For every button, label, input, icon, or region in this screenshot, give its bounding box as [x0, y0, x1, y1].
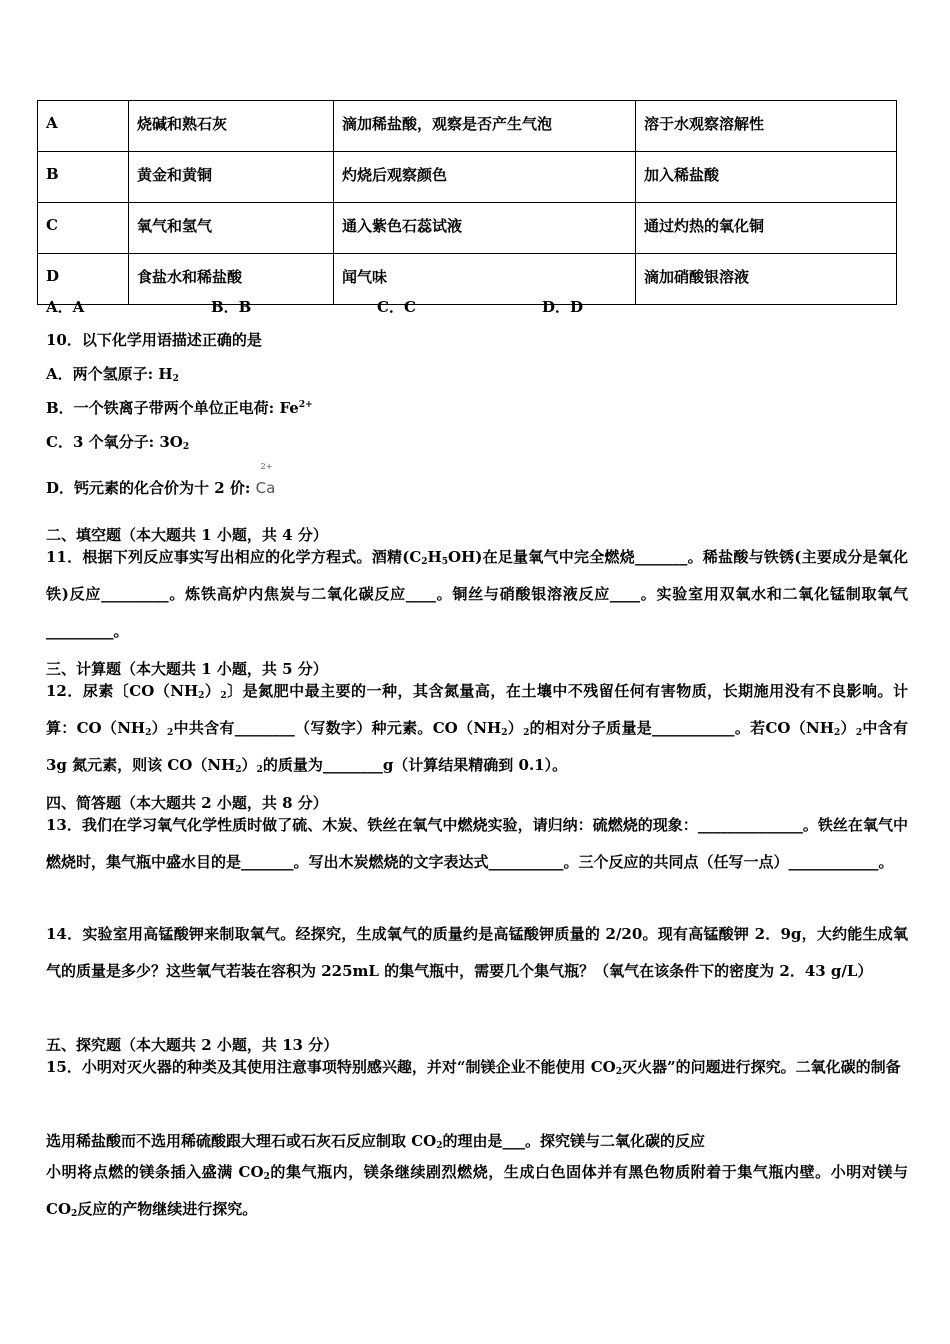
row-method-1: 灼烧后观察颜色 — [334, 152, 636, 203]
q10-option-a — [46, 363, 179, 384]
row-label: C — [38, 203, 129, 254]
row-method-2: 加入稀盐酸 — [636, 152, 897, 203]
subscript: 2 — [172, 374, 179, 384]
q12-part: ） — [840, 719, 856, 737]
q15-part: 小明将点燃的镁条插入盛满 CO — [46, 1163, 264, 1181]
q12-part: 中共含有________（写数字）种元素。CO（NH — [173, 719, 502, 737]
row-items: 烧碱和熟石灰 — [129, 101, 334, 152]
valence-notation — [255, 462, 276, 497]
q10-option-c-text: C．3 个氧分子: 3O — [46, 433, 183, 451]
subscript: 2 — [421, 557, 428, 567]
q12-part: 12．尿素〔CO（NH — [46, 682, 199, 700]
subscript: 2 — [833, 728, 841, 738]
q12-part: ） — [204, 682, 221, 700]
subscript: 2 — [235, 765, 242, 775]
row-label: B — [38, 152, 129, 203]
question-15 — [46, 1049, 908, 1086]
table-row — [38, 152, 897, 203]
q12-part: 〕是氮肥中最主要的一种，其含氮量高，在土壤中不残留任何有害物质，长期施用没有不良影响。计算：CO（NH — [46, 682, 908, 737]
q12-part: ） — [241, 756, 257, 774]
q15-line-2 — [46, 1130, 705, 1151]
q10-option-b-text: B．一个铁离子带两个单位正电荷: Fe — [46, 399, 299, 417]
row-items: 食盐水和稀盐酸 — [129, 254, 334, 305]
options-table — [37, 100, 897, 305]
element-symbol: Ca — [255, 479, 276, 497]
subscript: 2 — [256, 765, 263, 775]
q10-option-b — [46, 397, 313, 418]
q10-stem: 10．以下化学用语描述正确的是 — [46, 331, 262, 349]
subscript: 2 — [166, 728, 174, 738]
row-items: 氧气和氢气 — [129, 203, 334, 254]
q15-line-3 — [46, 1154, 908, 1228]
choice-c: C．C — [377, 298, 416, 316]
q15-part: 反应的产物继续进行探究。 — [77, 1200, 258, 1218]
table-row — [38, 254, 897, 305]
row-method-1: 通入紫色石蕊试液 — [334, 203, 636, 254]
section-heading-4: 四、简答题（本大题共 2 小题，共 8 分） — [46, 794, 328, 812]
q12-part: ） — [151, 719, 167, 737]
q10-option-d — [46, 462, 276, 498]
q15-part: 的理由是___。探究镁与二氧化碳的反应 — [442, 1132, 706, 1150]
question-12 — [46, 673, 908, 784]
valence-number: 2+ — [260, 462, 273, 471]
q15-part: 15．小明对灭火器的种类及其使用注意事项特别感兴趣，并对“制镁企业不能使用 CO — [46, 1058, 616, 1076]
row-method-2: 溶于水观察溶解性 — [636, 101, 897, 152]
q11-part: H — [427, 548, 442, 566]
subscript: 5 — [441, 557, 448, 567]
question-14: 14．实验室用高锰酸钾来制取氧气。经探究，生成氧气的质量约是高锰酸钾质量的 2/20。现有高锰酸钾 2．9g，大约能生成氧气的质量是多少？这些氧气若装在容积为 225mL 的集气瓶中，需要几个集气瓶？（氧气在该条件下的密度为 2．43 g/L） — [46, 925, 908, 980]
subscript: 2 — [855, 728, 863, 738]
section-heading-2: 二、填空题（本大题共 1 小题，共 4 分） — [46, 526, 328, 544]
q15-part: 灭火器”的问题进行探究。二氧化碳的制备 — [622, 1058, 901, 1076]
subscript: 2 — [263, 1172, 270, 1182]
row-method-2: 滴加硝酸银溶液 — [636, 254, 897, 305]
row-method-2: 通过灼热的氧化铜 — [636, 203, 897, 254]
choice-a: A．A — [46, 298, 85, 316]
subscript: 2 — [220, 691, 227, 701]
row-method-1: 滴加稀盐酸，观察是否产生气泡 — [334, 101, 636, 152]
subscript: 2 — [71, 1209, 78, 1219]
table-row — [38, 203, 897, 254]
subscript: 2 — [182, 442, 190, 452]
q12-part: ） — [507, 719, 524, 737]
question-13: 13．我们在学习氧气化学性质时做了硫、木炭、铁丝在氧气中燃烧实验，请归纳：硫燃烧的现象：______________。铁丝在氧气中燃烧时，集气瓶中盛水目的是_______。写出木炭燃烧的文字表达式__________。三个反应的共同点（任写一点）____________。 — [46, 816, 908, 871]
q15-part: 的集气瓶内，镁条继续剧烈燃烧，生成白色固体并有黑色物质附着于集气瓶内壁。小明对镁与 CO — [46, 1163, 908, 1218]
q11-part: 11．根据下列反应事实写出相应的化学方程式。酒精(C — [46, 548, 422, 566]
q12-part: 中含有 3g 氮元素，则该 CO（NH — [46, 719, 908, 774]
choice-d: D．D — [542, 298, 584, 316]
subscript: 2 — [615, 1067, 622, 1077]
q12-part: 的质量为________g（计算结果精确到 0.1）。 — [262, 756, 568, 774]
q15-part: 选用稀盐酸而不选用稀硫酸跟大理石或石灰石反应制取 CO — [46, 1132, 437, 1150]
q11-part: OH)在足量氧气中完全燃烧_______。稀盐酸与铁锈(主要成分是氧化铁)反应_________。炼铁高炉内焦炭与二氧化碳反应____。铜丝与硝酸银溶液反应____。实验室用双氧水和二氧化锰制取氧气_________。 — [46, 548, 908, 640]
q10-option-c — [46, 431, 189, 452]
subscript: 2 — [436, 1141, 443, 1151]
subscript: 2 — [198, 691, 205, 701]
q12-part: 的相对分子质量是___________。若CO（NH — [529, 719, 834, 737]
table-row — [38, 101, 897, 152]
section-heading-5: 五、探究题（本大题共 2 小题，共 13 分） — [46, 1036, 339, 1054]
superscript: 2+ — [298, 400, 313, 410]
subscript: 2 — [523, 728, 530, 738]
subscript: 2 — [501, 728, 508, 738]
choice-b: B．B — [211, 298, 252, 316]
row-label: D — [38, 254, 129, 305]
row-method-1: 闻气味 — [334, 254, 636, 305]
row-label: A — [38, 101, 129, 152]
section-heading-3: 三、计算题（本大题共 1 小题，共 5 分） — [46, 660, 328, 678]
subscript: 2 — [145, 728, 152, 738]
row-items: 黄金和黄铜 — [129, 152, 334, 203]
question-11 — [46, 539, 908, 650]
q10-option-a-text: A．两个氢原子: H — [46, 365, 173, 383]
q10-option-d-text: D．钙元素的化合价为十 2 价: — [46, 479, 256, 497]
